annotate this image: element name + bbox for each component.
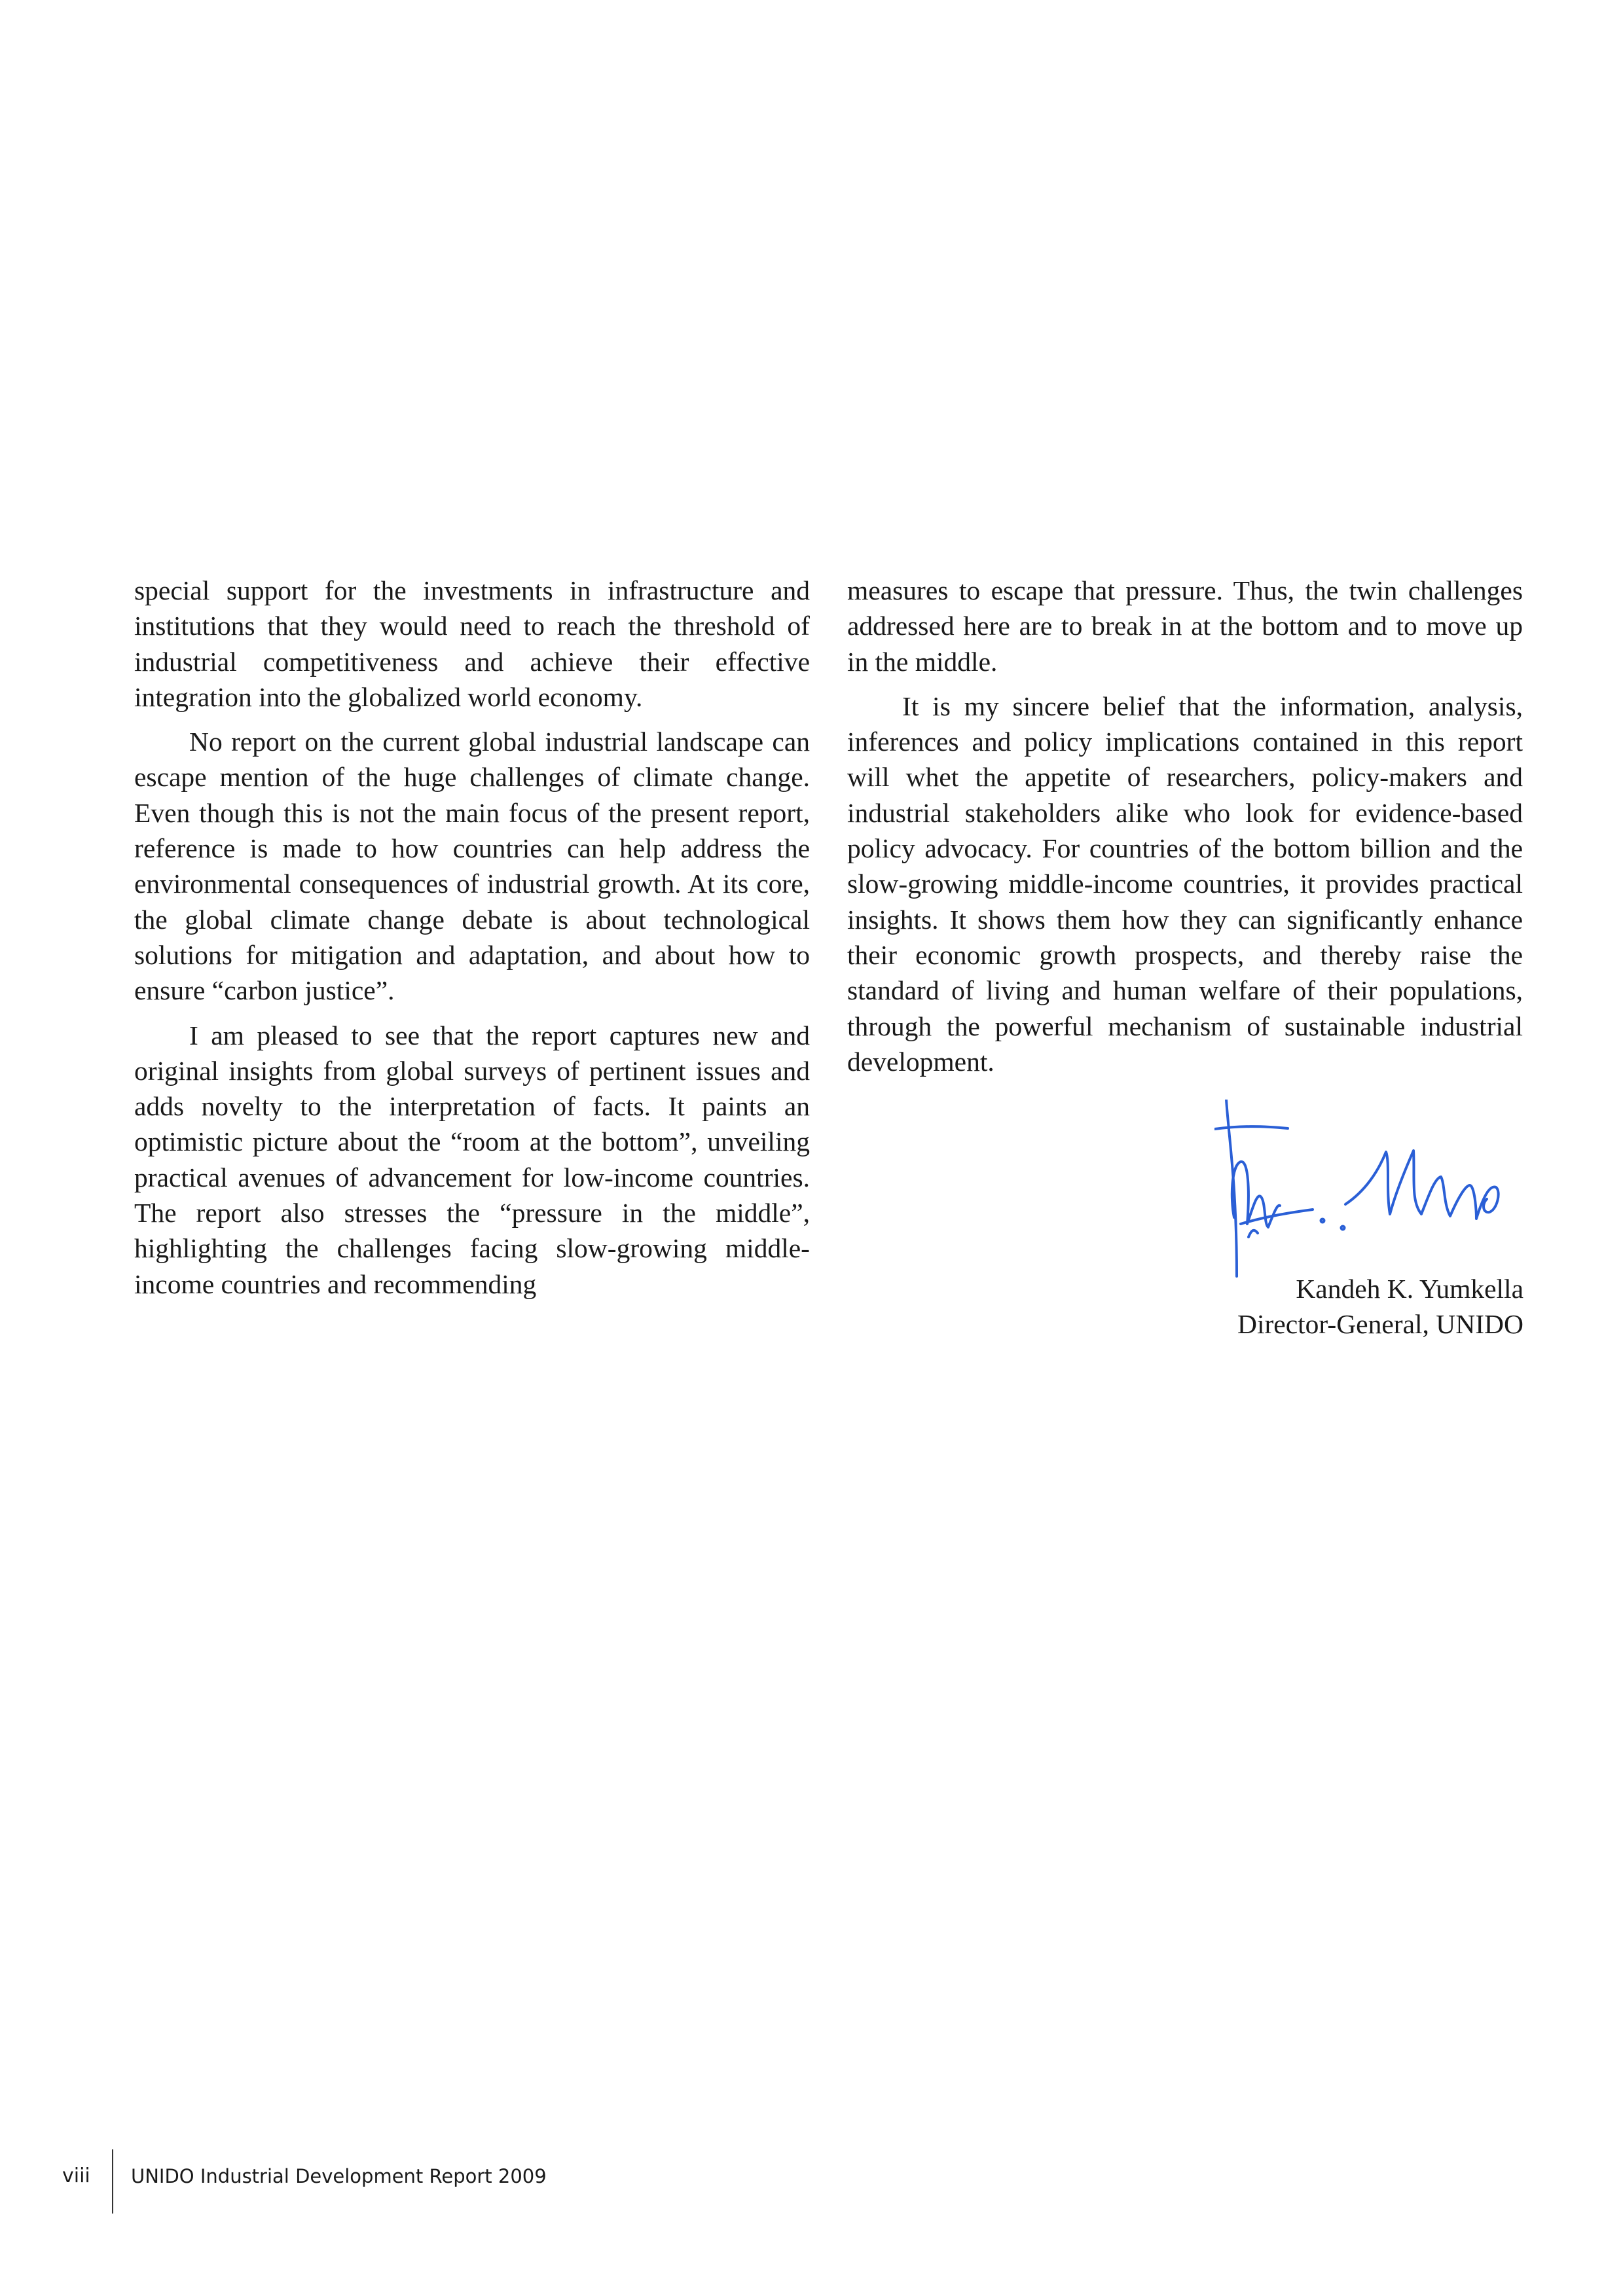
running-footer-title: UNIDO Industrial Development Report 2009	[131, 2165, 547, 2187]
signatory-name: Kandeh K. Yumkella	[1296, 1274, 1523, 1304]
signatory-title: Director-General, UNIDO	[1237, 1309, 1523, 1339]
page-number: viii	[62, 2164, 90, 2187]
text-column-left	[134, 573, 810, 1311]
signature-image	[1214, 1100, 1529, 1283]
paragraph: It is my sincere belief that the information, analysis, inferences and policy implications contained in this report will whet the appetite of researchers, policy-makers and industrial stakeholders alike who look for evidence-based policy advocacy. For countries of the bottom billion and the slow-growing middle-income countries, it provides practical insights. It shows them how they can significantly enhance their economic growth prospects, and thereby raise the standard of living and human welfare of their populations, through the powerful mechanism of sustainable industrial development.	[847, 691, 1523, 1077]
paragraph: measures to escape that pressure. Thus, the twin challenges addressed here are to break in at the bottom and to move up in the middle.	[847, 575, 1523, 677]
paragraph: No report on the current global industrial landscape can escape mention of the huge challenges of climate change. Even though this is not the main focus of the present report, reference is made to how countries can help address the environmental consequences of industrial growth. At its core, the global climate change debate is about technological solutions for mitigation and adaptation, and about how to ensure “carbon justice”.	[134, 726, 810, 1006]
footer-divider	[112, 2149, 113, 2214]
text-column-right	[847, 573, 1523, 1088]
paragraph: special support for the investments in infrastructure and institutions that they would need to reach the threshold of industrial competitiveness and achieve their effective integration into the globalized world economy.	[134, 575, 810, 712]
paragraph: I am pleased to see that the report captures new and original insights from global surveys of pertinent issues and adds novelty to the interpretation of facts. It paints an optimistic picture about the “room at the bottom”, unveiling practical avenues of advancement for low-income countries. The report also stresses the “pressure in the middle”, highlighting the challenges facing slow-growing middle-income countries and recommending	[134, 1020, 810, 1299]
